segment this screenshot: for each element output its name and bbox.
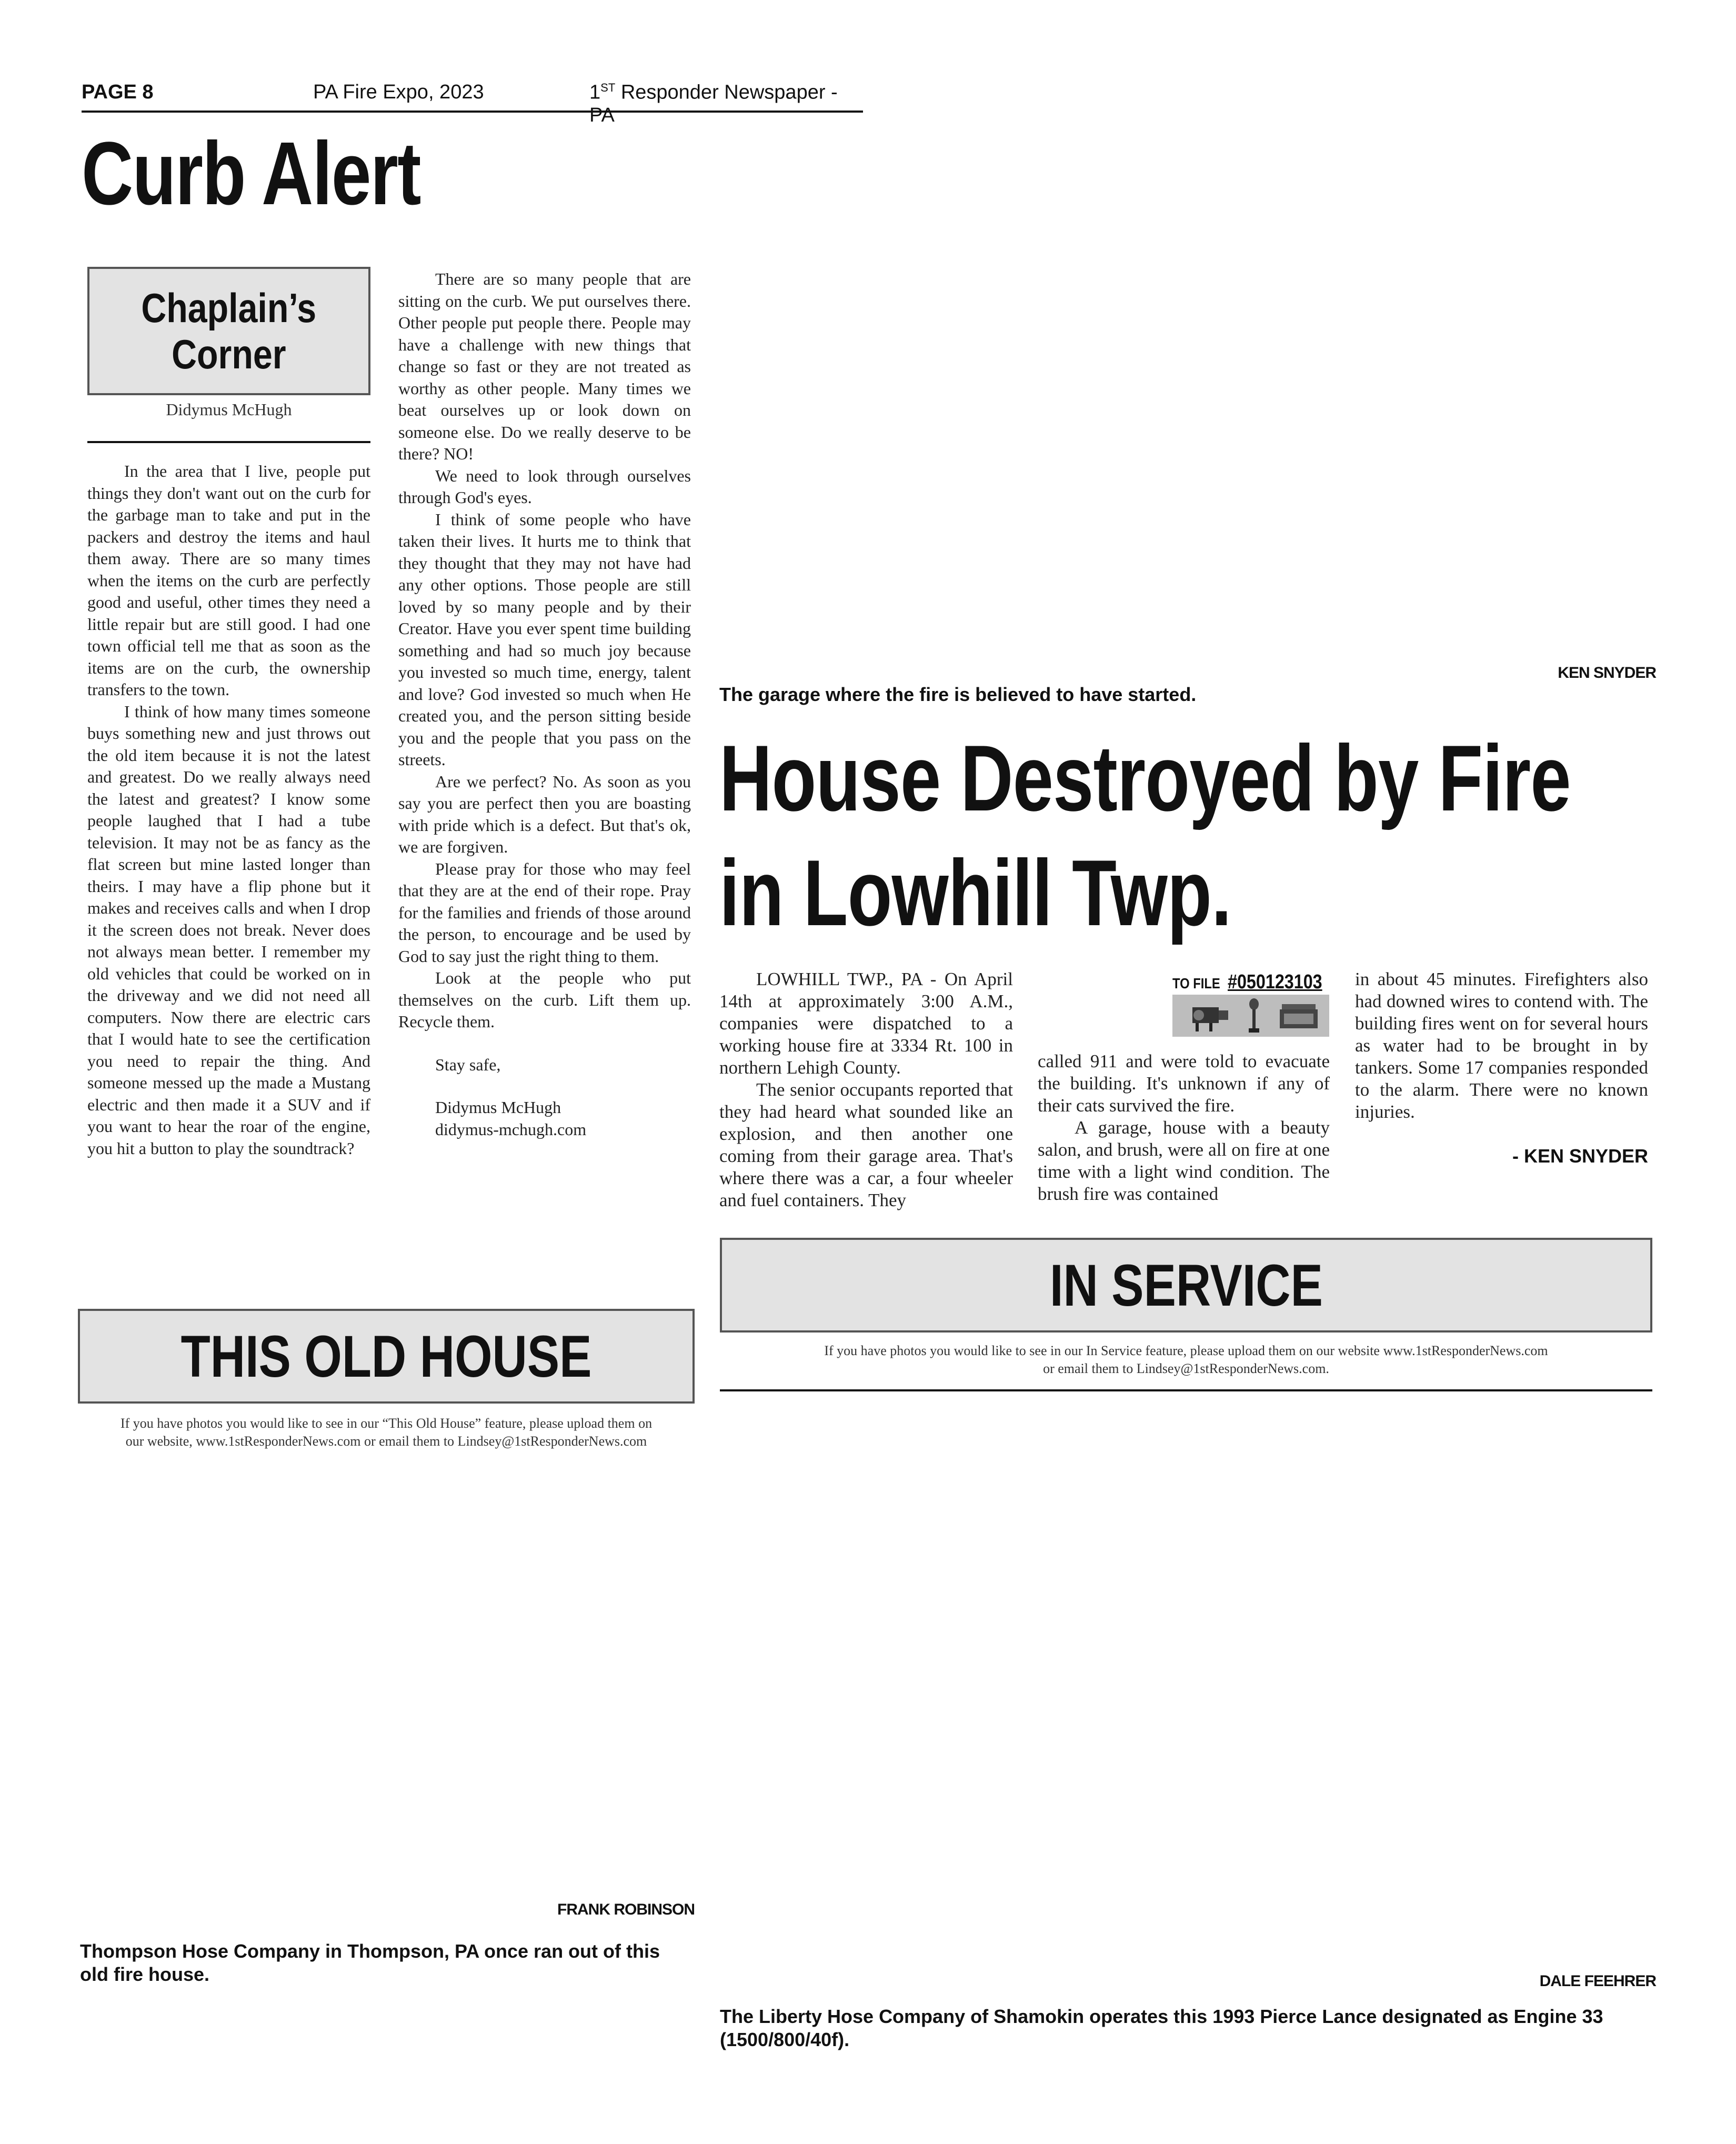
- chaplain-column-1: [87, 460, 370, 1159]
- this-old-house-caption: [80, 1940, 701, 1986]
- this-old-house-note: [78, 1415, 695, 1450]
- this-old-house-note-line1: If you have photos you would like to see in our “This Old House” feature, please upload them on: [120, 1416, 653, 1431]
- in-service-title: IN SERVICE: [1049, 1252, 1323, 1318]
- to-file-label: [1172, 971, 1339, 994]
- fire-headline-line1: House Destroyed by Fire: [719, 726, 1571, 830]
- to-file-number: #050123103: [1227, 971, 1322, 993]
- in-service-caption-line2: (1500/800/40f).: [720, 2029, 850, 2050]
- paragraph: I think of how many times someone buys something new and just throws out the old item because it is not the latest and greatest. Do we really always need the latest and greatest? I know some people laughed that I had a tube television. It may not be as fancy as the flat screen but mine lasted longer than theirs. I may have a flip phone but it makes and receives calls and when I drop it the screen does not break. Never does not always mean better. I remember my old vehicles that could be worked on in the driveway and we did not need all computers. Now there are electric cars that I would hate to see the certification you need to repair the thing. And someone messed up the made a Mustang electric and then made it a SUV and if you want to hear the roar of the engine, you hit a button to play the soundtrack?: [87, 702, 370, 1158]
- paragraph: We need to look through ourselves through God's eyes.: [398, 466, 691, 507]
- fire-headline: [719, 721, 1571, 950]
- chaplain-byline: Didymus McHugh: [166, 400, 292, 419]
- in-service-note-line1: If you have photos you would like to see in our In Service feature, please upload them on our website www.1stResponderNews.com: [824, 1343, 1548, 1358]
- this-old-house-photo-credit: FRANK ROBINSON: [557, 1901, 695, 1918]
- page-number: PAGE 8: [82, 81, 154, 103]
- in-service-photo-credit: DALE FEEHRER: [1539, 1972, 1656, 1990]
- chaplain-box-line1: Chaplain’s: [141, 285, 317, 331]
- this-old-house-title: THIS OLD HOUSE: [180, 1323, 592, 1389]
- in-service-photo: [720, 1400, 1652, 1963]
- chaplain-rule: [87, 441, 370, 443]
- paragraph: Look at the people who put themselves on the curb. Lift them up. Recycle them.: [398, 968, 691, 1031]
- paragraph: called 911 and were told to evacuate the building. It's unknown if any of their cats survived the fire.: [1038, 1051, 1330, 1116]
- paragraph: A garage, house with a beauty salon, and brush, were all on fire at one time with a light wind condition. The brush fire was contained: [1038, 1117, 1330, 1204]
- to-file-text: TO FILE: [1172, 975, 1220, 991]
- in-service-note: [720, 1342, 1652, 1378]
- this-old-house-note-line2: our website, www.1stResponderNews.com or email them to Lindsey@1stResponderNews.com: [125, 1434, 647, 1449]
- section-title: Curb Alert: [82, 124, 420, 224]
- paragraph: In the area that I live, people put things they don't want out on the curb for the garbage man to take and put in the packers and destroy the items and haul them away. There are so many times when the items on the curb are perfectly good and useful, other times they need a little repair but are still good. I had one town official tell me that as soon as the items are on the curb, the ownership transfers to the town.: [87, 462, 370, 699]
- fire-headline-line2: in Lowhill Twp.: [719, 840, 1231, 945]
- in-service-rule: [720, 1389, 1652, 1391]
- signature-name: Didymus McHugh: [435, 1098, 561, 1117]
- chaplain-box: [87, 267, 370, 395]
- in-service-caption: [720, 2005, 1662, 2051]
- camera-icon: [1188, 1000, 1230, 1033]
- page-header: [82, 79, 863, 126]
- signature-website: didymus-mchugh.com: [435, 1119, 587, 1139]
- microphone-icon: [1246, 998, 1262, 1035]
- chaplain-column-2: [398, 268, 691, 1140]
- fire-byline: - KEN SNYDER: [1512, 1145, 1648, 1167]
- to-file-icons: [1172, 995, 1329, 1037]
- fire-column-3: [1355, 968, 1648, 1123]
- paragraph: in about 45 minutes. Firefighters also had downed wires to contend with. The building fires went on for several hours as water had to be brought in by tankers. Some 17 companies responded to the alarm. There were no known injuries.: [1355, 969, 1648, 1122]
- fire-column-2: [1038, 1050, 1330, 1205]
- in-service-note-line2: or email them to Lindsey@1stResponderNews.com.: [1043, 1361, 1329, 1376]
- paragraph: There are so many people that are sitting on the curb. We put ourselves there. Other people put people there. People may have a challenge with new things that change so fast or they are not treated as worthy as other people. Many times we beat ourselves up or look down on someone else. Do we really deserve to be there? NO!: [398, 269, 691, 463]
- in-service-caption-line1: The Liberty Hose Company of Shamokin operates this 1993 Pierce Lance designated as Engine 33: [720, 2006, 1603, 2027]
- this-old-house-photo: [78, 1468, 695, 1889]
- fire-photo-credit: KEN SNYDER: [1558, 664, 1656, 682]
- edition-name: PA Fire Expo, 2023: [313, 81, 484, 103]
- paragraph: The senior occupants reported that they had heard what sounded like an explosion, and then another one coming from their garage area. That's where there was a car, a four wheeler and fuel containers. They: [719, 1079, 1013, 1210]
- in-service-box: [720, 1238, 1652, 1333]
- fire-photo-caption: The garage where the fire is believed to have started.: [719, 684, 1197, 705]
- this-old-house-caption-line1: Thompson Hose Company in Thompson, PA once ran out of this: [80, 1940, 660, 1962]
- fire-column-1: [719, 968, 1013, 1211]
- chaplain-box-line2: Corner: [172, 331, 286, 377]
- fire-photo: [719, 266, 1656, 660]
- paragraph: I think of some people who have taken their lives. It hurts me to think that they thought that they may not have had any other options. Those people are still loved by so many people and by their Creator. Have you ever spent time building something and had so much joy because you invested so much time, energy, talent and love? God invested so much when He created you, and the person sitting beside you and the people that you pass on the streets.: [398, 509, 691, 769]
- typewriter-icon: [1278, 1000, 1320, 1033]
- paragraph: Please pray for those who may feel that they are at the end of their rope. Pray for the families and friends of those around the person, to encourage and be used by God to say just the right thing to them.: [398, 859, 691, 966]
- this-old-house-box: [78, 1309, 695, 1404]
- paragraph: Are we perfect? No. As soon as you say you are perfect then you are boasting with pride which is a defect. But that's ok, we are forgiven.: [398, 772, 691, 856]
- paragraph: LOWHILL TWP., PA - On April 14th at approximately 3:00 A.M., companies were dispatched to a working house fire at 3334 Rt. 100 in northern Lehigh County.: [719, 969, 1013, 1078]
- paper-name: 1ST Responder Newspaper - PA: [589, 81, 838, 126]
- this-old-house-caption-line2: old fire house.: [80, 1963, 210, 1985]
- signoff: Stay safe,: [435, 1055, 501, 1074]
